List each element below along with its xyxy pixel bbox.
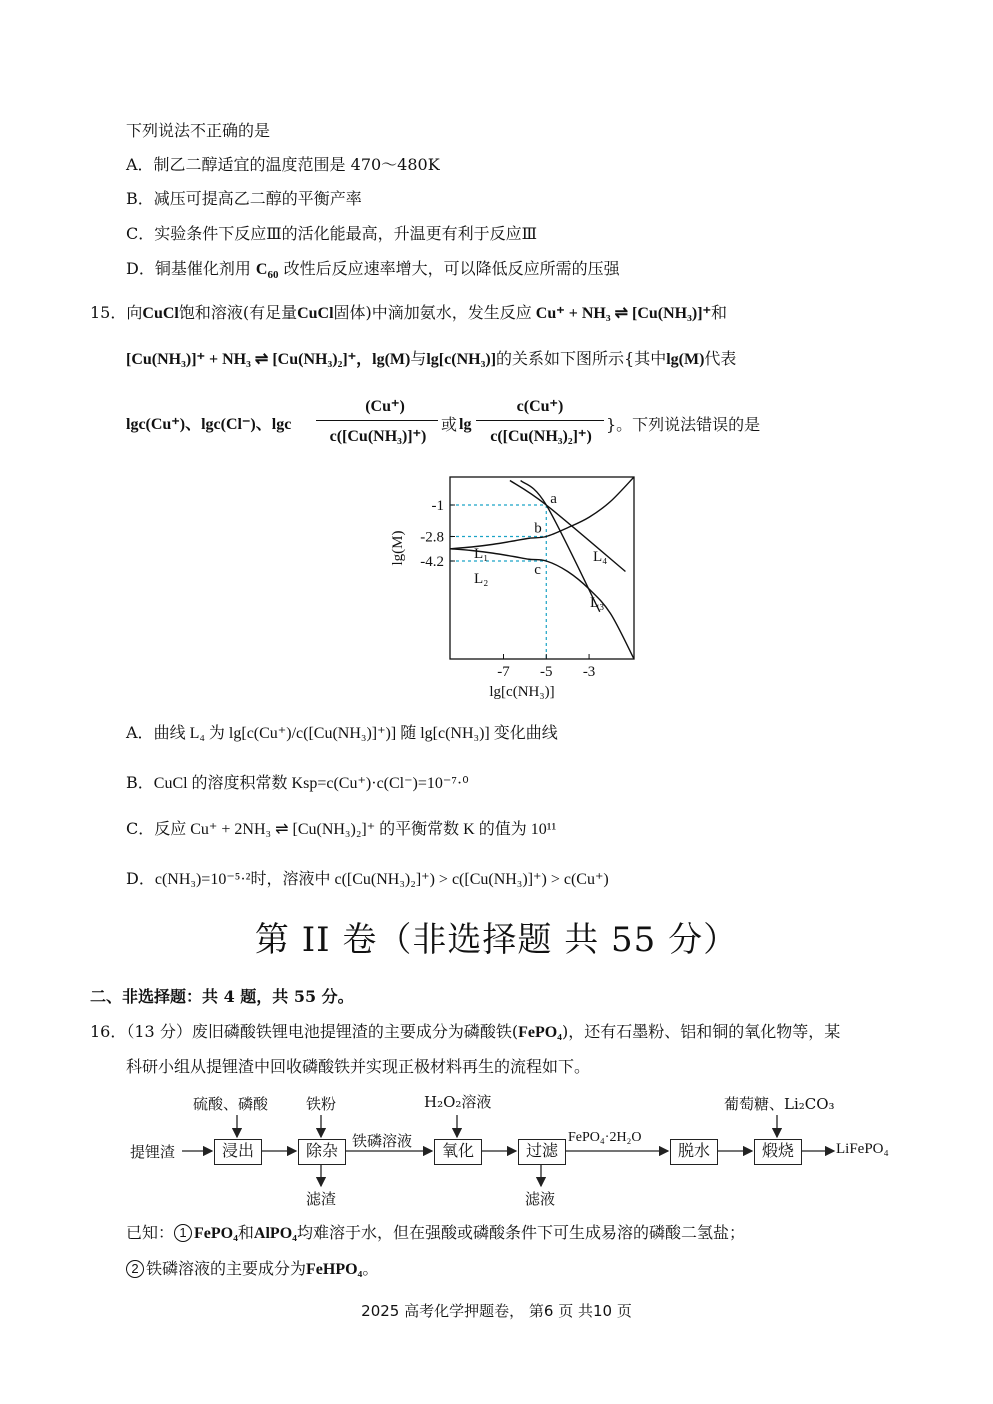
q14-option-b: B．减压可提高乙二醇的平衡产率 — [126, 189, 362, 208]
circled-1: 1 — [174, 1224, 192, 1242]
flow-step-filter: 过滤 — [518, 1139, 566, 1165]
q14-d-pre: D．铜基催化剂用 — [126, 259, 256, 278]
q16-l1b: )，还有石墨粉、铝和铜的氧化物等，某 — [561, 1022, 841, 1041]
cucl-formula-2: CuCl — [297, 305, 334, 322]
x-tick-label-1: -5 — [540, 664, 553, 680]
flow-step-leach: 浸出 — [214, 1139, 262, 1165]
q15-option-c — [126, 818, 556, 841]
q15-a-label: A． — [126, 723, 154, 742]
flow-start: 提锂渣 — [130, 1143, 176, 1161]
q15-d-text: c(NH₃)=10⁻⁵·²时，溶液中 c([Cu(NH₃)₂]⁺) > c([Cu(NH₃)]⁺) > c(Cu⁺) — [154, 871, 609, 888]
c60-sub: 60 — [267, 269, 279, 281]
flow-step-calcine: 煅烧 — [754, 1139, 802, 1165]
q15-number: 15． — [90, 303, 127, 322]
flow-step-oxidize: 氧化 — [434, 1139, 482, 1165]
x-tick-label-2: -3 — [582, 664, 596, 680]
flow-step-dehydrate: 脱水 — [670, 1139, 718, 1165]
page-footer: 2025 高考化学押题卷， 第6 页 共10 页 — [361, 1302, 632, 1320]
point-label-a: a — [550, 491, 557, 507]
frac1-denominator: c([Cu(NH₃)]⁺) — [329, 428, 427, 445]
q16-known-2 — [126, 1258, 378, 1281]
known2-text: 铁磷溶液的主要成分为 — [146, 1259, 307, 1278]
lgc-nh3-label: lg[c(NH₃)] — [426, 351, 497, 368]
frac2-numerator: c(Cu⁺) — [516, 398, 564, 415]
point-label-b: b — [534, 520, 542, 537]
x-axis-label: lg[c(NH₃)] — [489, 684, 555, 700]
curve-label-4: L₄ — [593, 549, 608, 565]
q15-l2a: 与 — [410, 349, 427, 368]
q15-l1a: 向 — [126, 303, 143, 322]
q14-option-a: A．制乙二醇适宜的温度范围是 470～480K — [126, 155, 440, 174]
y-axis-label: lg(M) — [390, 530, 406, 566]
q15-eq1: Cu⁺ + NH₃ ⇌ [Cu(NH₃)]⁺ — [535, 305, 712, 322]
q16-line2: 科研小组从提锂渣中回收磷酸铁并实现正极材料再生的流程如下。 — [126, 1057, 591, 1076]
q14-option-c: C．实验条件下反应Ⅲ的活化能最高，升温更有利于反应Ⅲ — [126, 224, 538, 243]
q15-option-b — [126, 772, 469, 795]
section-2-header: 二、非选择题：共 4 题，共 55 分。 — [90, 987, 354, 1006]
q15-c-label: C． — [126, 819, 155, 838]
q15-l1b: 饱和溶液(有足量 — [178, 303, 298, 322]
flow-arrows — [0, 1080, 993, 1220]
q14-d-post: 改性后反应速率增大，可以降低反应所需的压强 — [278, 259, 620, 278]
q14-stem: 下列说法不正确的是 — [126, 121, 271, 140]
flow-step6-input: 葡萄糖、Li₂CO₃ — [724, 1095, 835, 1113]
q15-terms: lgc(Cu⁺)、lgc(Cl⁻)、lgc — [126, 416, 292, 433]
known2-end: 。 — [362, 1259, 379, 1278]
q15-option-d — [126, 868, 609, 891]
q16-number: 16． — [90, 1022, 127, 1041]
flow-step1-input: 硫酸、磷酸 — [193, 1095, 269, 1113]
point-label-c: c — [534, 562, 541, 578]
section-2-title: 第 II 卷（非选择题 共 55 分） — [254, 920, 739, 960]
q15-option-a — [126, 722, 558, 745]
fepo4-formula: FePO₄ — [518, 1024, 562, 1041]
q15-line1 — [90, 302, 727, 325]
flow-step-purify: 除杂 — [298, 1139, 346, 1165]
y-tick-label-1: -2.8 — [420, 529, 444, 546]
q16-line1 — [90, 1021, 840, 1044]
q15-a-text: 曲线 L₄ 为 lg[c(Cu⁺)/c([Cu(NH₃)]⁺)] 随 lg[c(NH₃)] 变化曲线 — [153, 725, 558, 742]
series-line-3 — [521, 481, 600, 612]
flow-step2-output: 滤渣 — [306, 1190, 337, 1208]
q15-l2b: 的关系如下图所示{其中 — [496, 349, 667, 368]
q15-l1c: 固体)中滴加氨水，发生反应 — [333, 303, 532, 322]
frac2-bar — [476, 420, 604, 421]
q15-l2c: 代表 — [704, 349, 737, 368]
flow-mid1: 铁磷溶液 — [352, 1132, 413, 1150]
cucl-formula: CuCl — [142, 305, 179, 322]
q15-eq2: [Cu(NH₃)]⁺ + NH₃ ⇌ [Cu(NH₃)₂]⁺， — [126, 351, 373, 368]
flow-step2-input: 铁粉 — [306, 1095, 337, 1113]
q15-line3-end: }。下列说法错误的是 — [606, 415, 761, 434]
flow-end: LiFePO₄ — [836, 1141, 889, 1157]
q15-l1d: 和 — [711, 303, 728, 322]
lgM-label: lg(M) — [372, 351, 411, 368]
flow-step3-input: H₂O₂溶液 — [424, 1093, 492, 1111]
known-prefix: 已知： — [126, 1223, 175, 1242]
circled-2: 2 — [126, 1260, 144, 1278]
curve-label-1: L₁ — [474, 546, 489, 562]
flow-mid2: FePO₄·2H₂O — [568, 1130, 642, 1145]
fehpo4-formula: FeHPO₄ — [306, 1261, 363, 1278]
curve-label-3: L₃ — [590, 595, 605, 611]
q15-lg: lg — [459, 416, 472, 433]
q15-d-label: D． — [126, 869, 155, 888]
q16-known-1 — [126, 1222, 745, 1245]
q15-b-label: B． — [126, 773, 154, 792]
flow-step4-output: 滤液 — [525, 1190, 556, 1208]
q15-or: 或 — [441, 415, 458, 434]
known1-text: 均难溶于水，但在强酸或磷酸条件下可生成易溶的磷酸二氢盐； — [296, 1223, 745, 1242]
q15-b-text: CuCl 的溶度积常数 Ksp=c(Cu⁺)·c(Cl⁻)=10⁻⁷·⁰ — [153, 775, 469, 792]
fepo4-formula-2: FePO₄ — [194, 1225, 238, 1242]
alpo4-formula: AlPO₄ — [253, 1225, 297, 1242]
y-tick-label-0: -1 — [431, 498, 444, 514]
series-line-1 — [450, 477, 634, 549]
q14-option-d — [126, 258, 620, 286]
frac1-bar — [316, 420, 438, 421]
frac1-numerator: (Cu⁺) — [365, 398, 405, 415]
known1-and: 和 — [237, 1223, 254, 1242]
lgM-label-2: lg(M) — [666, 351, 705, 368]
q16-l1: （13 分）废旧磷酸铁锂电池提锂渣的主要成分为磷酸铁( — [126, 1022, 519, 1041]
q15-line2 — [126, 348, 736, 371]
q15-c-text: 反应 Cu⁺ + 2NH₃ ⇌ [Cu(NH₃)₂]⁺ 的平衡常数 K 的值为 10¹¹ — [154, 821, 557, 838]
series-line-4 — [510, 481, 626, 572]
frac2-denominator: c([Cu(NH₃)₂]⁺) — [490, 428, 592, 445]
lgM-chart — [380, 470, 650, 710]
x-tick-label-0: -7 — [497, 664, 510, 680]
c60-formula: C — [255, 261, 268, 278]
y-tick-label-2: -4.2 — [420, 554, 444, 570]
series-line-2 — [450, 549, 634, 659]
curve-label-2: L₂ — [474, 571, 489, 587]
